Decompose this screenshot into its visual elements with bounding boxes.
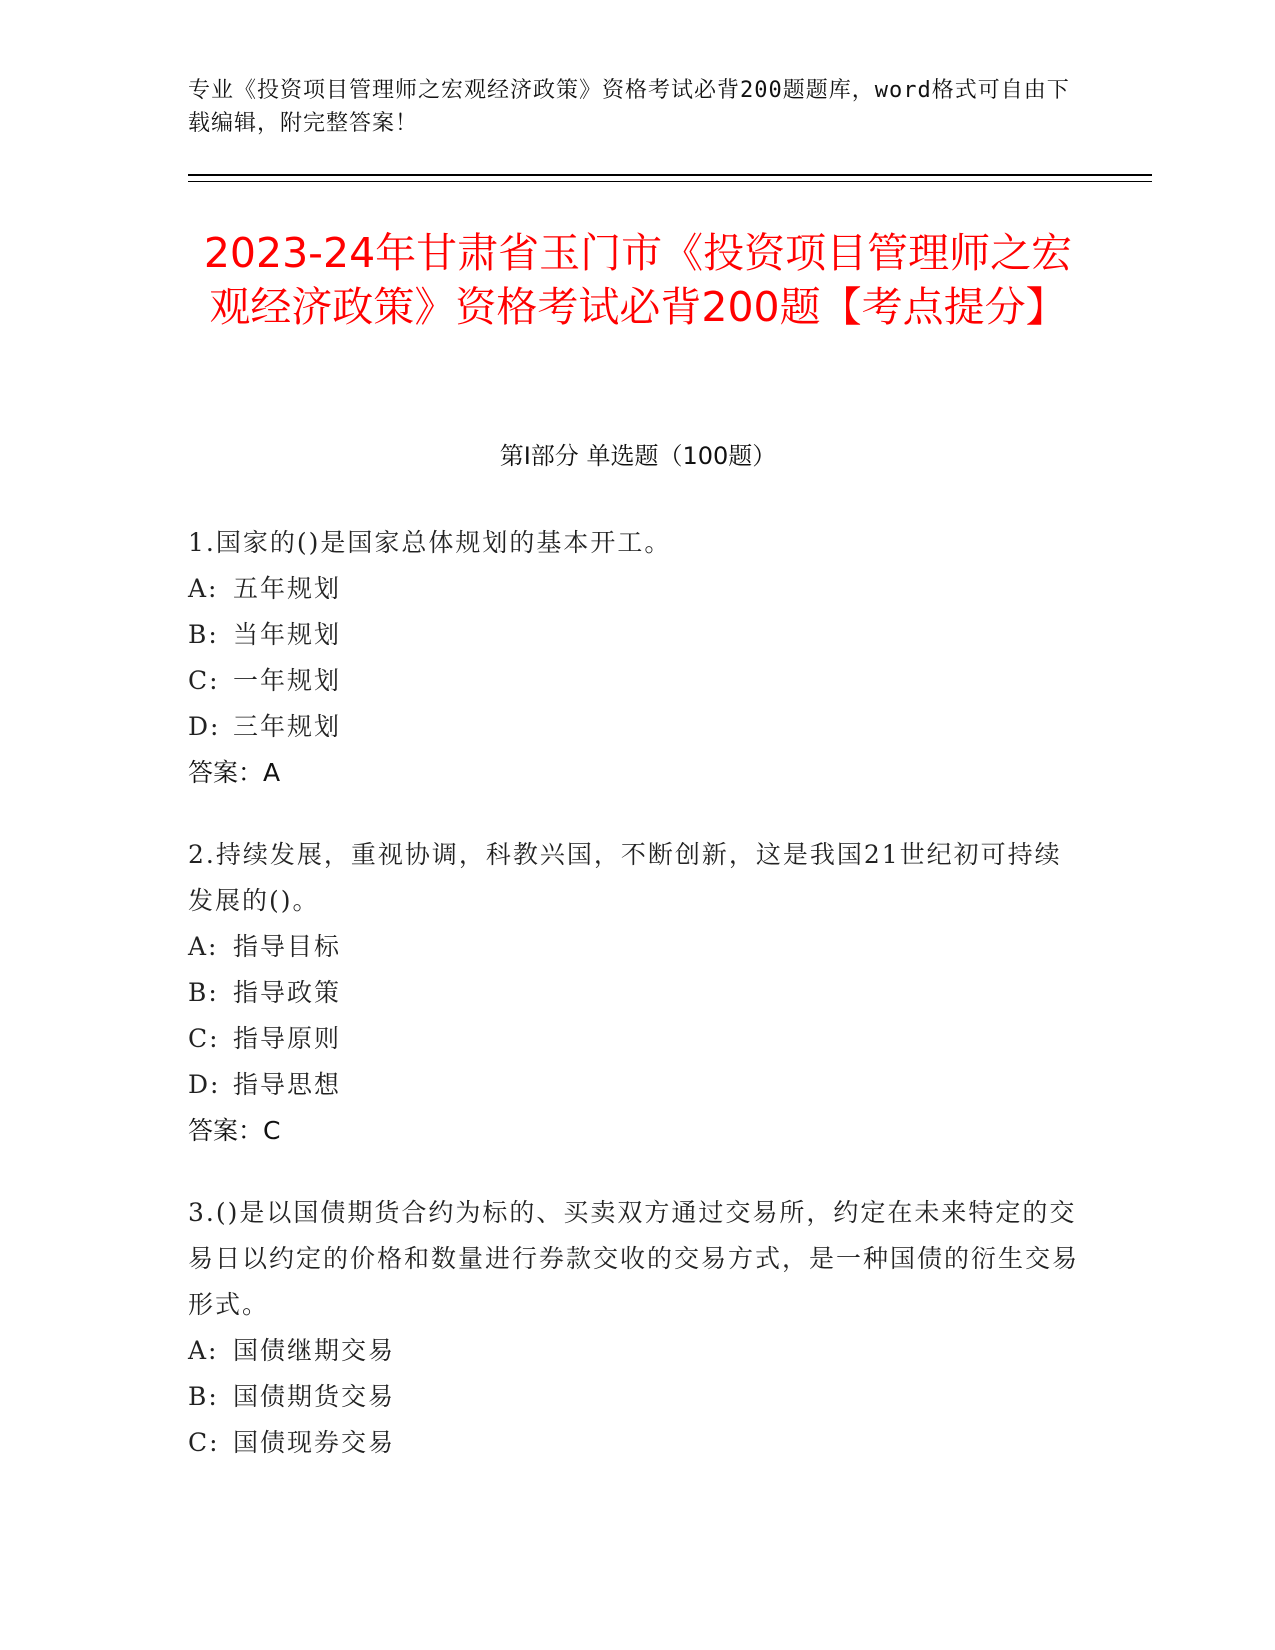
answer-text: 答案：C (188, 1116, 281, 1145)
option-text: 三年规划 (233, 712, 342, 741)
header-note: 专业《投资项目管理师之宏观经济政策》资格考试必背200题题库，word格式可自由下载编辑，附完整答案！ (188, 78, 1070, 136)
option-key: D: (188, 712, 221, 741)
option-c (188, 658, 1088, 704)
question-text: 2.持续发展，重视协调，科教兴国，不断创新，这是我国21世纪初可持续发展的()。 (188, 840, 1062, 915)
document-title: 2023-24年甘肃省玉门市《投资项目管理师之宏观经济政策》资格考试必背200题【考点提分】 (203, 229, 1073, 331)
option-text: 指导目标 (233, 932, 342, 961)
option-text: 当年规划 (233, 620, 342, 649)
option-b (188, 612, 1088, 658)
option-b (188, 970, 1088, 1016)
option-a (188, 1328, 1088, 1374)
question-list (188, 520, 1088, 1502)
option-c (188, 1420, 1088, 1466)
option-b (188, 1374, 1088, 1420)
option-key: A: (188, 932, 219, 961)
option-a (188, 924, 1088, 970)
answer-text: 答案：A (188, 758, 281, 787)
option-key: D: (188, 1070, 221, 1099)
question-text: 3.()是以国债期货合约为标的、买卖双方通过交易所，约定在未来特定的交易日以约定的价格和数量进行券款交收的交易方式，是一种国债的衍生交易形式。 (188, 1198, 1080, 1319)
option-text: 指导思想 (233, 1070, 342, 1099)
option-a (188, 566, 1088, 612)
option-d (188, 1062, 1088, 1108)
question-2 (188, 832, 1088, 1154)
option-key: A: (188, 1336, 219, 1365)
option-key: C: (188, 666, 220, 695)
question-text: 1.国家的()是国家总体规划的基本开工。 (188, 528, 672, 557)
header-divider-thin (188, 181, 1152, 182)
option-text: 指导原则 (233, 1024, 342, 1053)
option-text: 指导政策 (233, 978, 342, 1007)
question-1 (188, 520, 1088, 796)
option-key: B: (188, 620, 219, 649)
option-text: 五年规划 (233, 574, 342, 603)
option-text: 国债期货交易 (233, 1382, 396, 1411)
option-text: 国债现券交易 (233, 1428, 396, 1457)
option-text: 一年规划 (233, 666, 342, 695)
option-d (188, 704, 1088, 750)
option-key: C: (188, 1024, 220, 1053)
option-key: C: (188, 1428, 220, 1457)
header-divider (188, 174, 1152, 176)
question-3 (188, 1190, 1088, 1466)
option-key: B: (188, 1382, 219, 1411)
option-text: 国债继期交易 (233, 1336, 396, 1365)
option-c (188, 1016, 1088, 1062)
option-key: A: (188, 574, 219, 603)
option-key: B: (188, 978, 219, 1007)
section-heading: 第I部分 单选题（100题） (499, 442, 777, 470)
